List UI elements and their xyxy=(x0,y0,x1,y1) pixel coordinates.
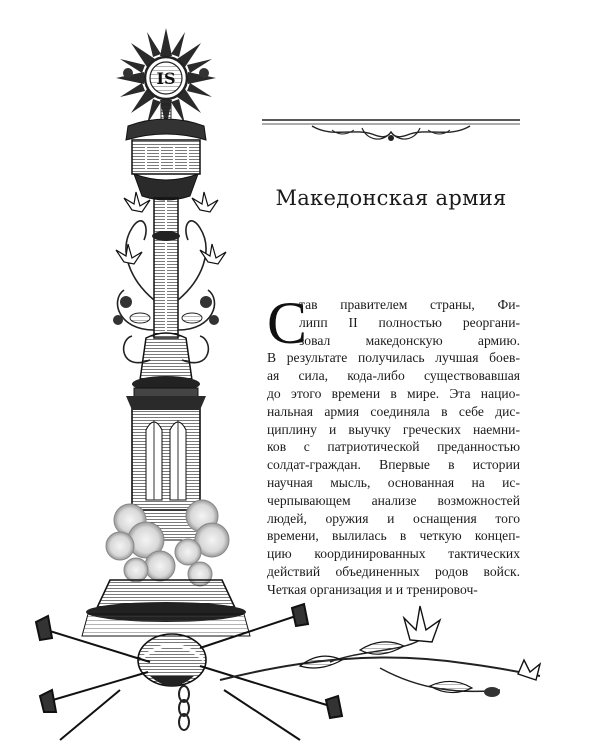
text-line: зовал македонскую армию. xyxy=(299,332,520,348)
text-line: ков с патриотической преданностью xyxy=(267,439,520,455)
trophy-helmet-icon xyxy=(138,634,206,730)
column-shaft xyxy=(152,198,180,338)
text-line: липп II полностью реоргани- xyxy=(299,314,520,330)
lily-branch-icon xyxy=(220,606,540,697)
text-line: научная мысль, основанная на ис- xyxy=(267,474,520,490)
text-line: Четкая организация и и тренировоч- xyxy=(267,581,478,597)
text-line: тав правителем страны, Фи- xyxy=(299,297,520,312)
header-flourish-icon xyxy=(262,108,520,146)
column-capital xyxy=(126,119,206,200)
chapter-title: Македонская армия xyxy=(275,186,507,210)
text-line: действий объединенных родов войск. xyxy=(267,563,520,579)
text-line: цию координированных тактических xyxy=(267,546,520,562)
text-line: ая сила, кода-либо существовавшая xyxy=(267,368,520,384)
text-line: черпывающем анализе возможностей xyxy=(267,492,520,508)
chapter-body-text xyxy=(267,290,520,599)
text-line: до этого времени в мире. Эта нацио- xyxy=(267,385,520,401)
column-knot xyxy=(132,333,200,400)
text-line: нальная армия соединяла в себе дис- xyxy=(267,403,520,419)
text-line: В результате получилась лучшая боев- xyxy=(267,350,520,366)
text-line: циплину и выучку греческих наемни- xyxy=(267,421,520,437)
drop-cap-letter: С xyxy=(267,290,308,356)
emblem-monogram: IS xyxy=(156,69,176,88)
text-line: времени, вылилась в четкую концеп- xyxy=(267,528,520,544)
column-base xyxy=(82,580,250,636)
text-line: солдат-граждан. Впервые в истории xyxy=(267,457,520,473)
text-line: людей, оружия и оснащения того xyxy=(267,510,520,526)
